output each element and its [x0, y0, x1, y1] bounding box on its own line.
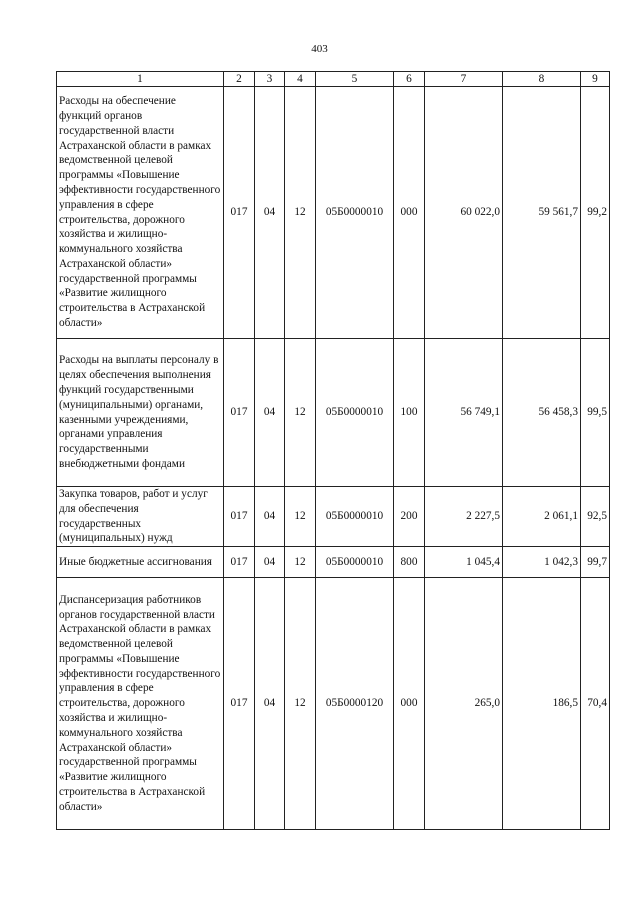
cell-col5: 05Б0000010 — [316, 547, 394, 578]
cell-col8: 186,5 — [503, 578, 581, 830]
cell-col9: 99,5 — [581, 339, 610, 487]
cell-col2: 017 — [224, 87, 255, 339]
cell-col7: 2 227,5 — [425, 487, 503, 547]
header-row — [57, 72, 610, 87]
col-header-3: 3 — [255, 72, 285, 87]
cell-col9: 99,7 — [581, 547, 610, 578]
budget-table — [56, 71, 610, 830]
cell-col3: 04 — [255, 339, 285, 487]
cell-col9: 99,2 — [581, 87, 610, 339]
cell-col2: 017 — [224, 547, 255, 578]
col-header-8: 8 — [503, 72, 581, 87]
cell-col5: 05Б0000010 — [316, 87, 394, 339]
cell-col8: 59 561,7 — [503, 87, 581, 339]
cell-col3: 04 — [255, 578, 285, 830]
cell-col5: 05Б0000120 — [316, 578, 394, 830]
cell-col2: 017 — [224, 339, 255, 487]
cell-col4: 12 — [285, 487, 316, 547]
cell-col3: 04 — [255, 487, 285, 547]
table-row — [57, 487, 610, 547]
cell-col5: 05Б0000010 — [316, 487, 394, 547]
cell-col4: 12 — [285, 339, 316, 487]
cell-col6: 200 — [394, 487, 425, 547]
col-header-5: 5 — [316, 72, 394, 87]
row-description: Диспансеризация работников органов государственной власти Астраханской области в рамках ведомственной целевой программы «Повышение эффективности государственного управления в сфере строительства, дорожного хозяйства и жилищно-коммунального хозяйства Астраханской области» государственной программы «Развитие жилищного строительства в Астраханской области» — [57, 578, 224, 830]
cell-col7: 56 749,1 — [425, 339, 503, 487]
table-row — [57, 339, 610, 487]
cell-col8: 56 458,3 — [503, 339, 581, 487]
cell-col5: 05Б0000010 — [316, 339, 394, 487]
cell-col8: 2 061,1 — [503, 487, 581, 547]
page-number: 403 — [311, 43, 328, 55]
col-header-7: 7 — [425, 72, 503, 87]
row-description: Закупка товаров, работ и услуг для обеспечения государственных (муниципальных) нужд — [57, 487, 224, 547]
table-row — [57, 578, 610, 830]
cell-col2: 017 — [224, 578, 255, 830]
col-header-2: 2 — [224, 72, 255, 87]
cell-col3: 04 — [255, 547, 285, 578]
col-header-1: 1 — [57, 72, 224, 87]
cell-col8: 1 042,3 — [503, 547, 581, 578]
row-description: Иные бюджетные ассигнования — [57, 547, 224, 578]
cell-col4: 12 — [285, 578, 316, 830]
cell-col6: 800 — [394, 547, 425, 578]
cell-col4: 12 — [285, 87, 316, 339]
cell-col6: 100 — [394, 339, 425, 487]
cell-col6: 000 — [394, 578, 425, 830]
cell-col7: 265,0 — [425, 578, 503, 830]
cell-col9: 92,5 — [581, 487, 610, 547]
cell-col2: 017 — [224, 487, 255, 547]
col-header-9: 9 — [581, 72, 610, 87]
cell-col7: 60 022,0 — [425, 87, 503, 339]
cell-col4: 12 — [285, 547, 316, 578]
row-description: Расходы на обеспечение функций органов государственной власти Астраханской области в рамках ведомственной целевой программы «Повышение эффективности государственного управления в сфере строительства, дорожного хозяйства и жилищно-коммунального хозяйства Астраханской области» государственной программы «Развитие жилищного строительства в Астраханской области» — [57, 87, 224, 339]
col-header-6: 6 — [394, 72, 425, 87]
cell-col7: 1 045,4 — [425, 547, 503, 578]
col-header-4: 4 — [285, 72, 316, 87]
cell-col9: 70,4 — [581, 578, 610, 830]
cell-col6: 000 — [394, 87, 425, 339]
table-row — [57, 547, 610, 578]
table-row — [57, 87, 610, 339]
row-description: Расходы на выплаты персоналу в целях обеспечения выполнения функций государственными (муниципальными) органами, казенными учреждениями, органами управления государственными внебюджетными фондами — [57, 339, 224, 487]
cell-col3: 04 — [255, 87, 285, 339]
